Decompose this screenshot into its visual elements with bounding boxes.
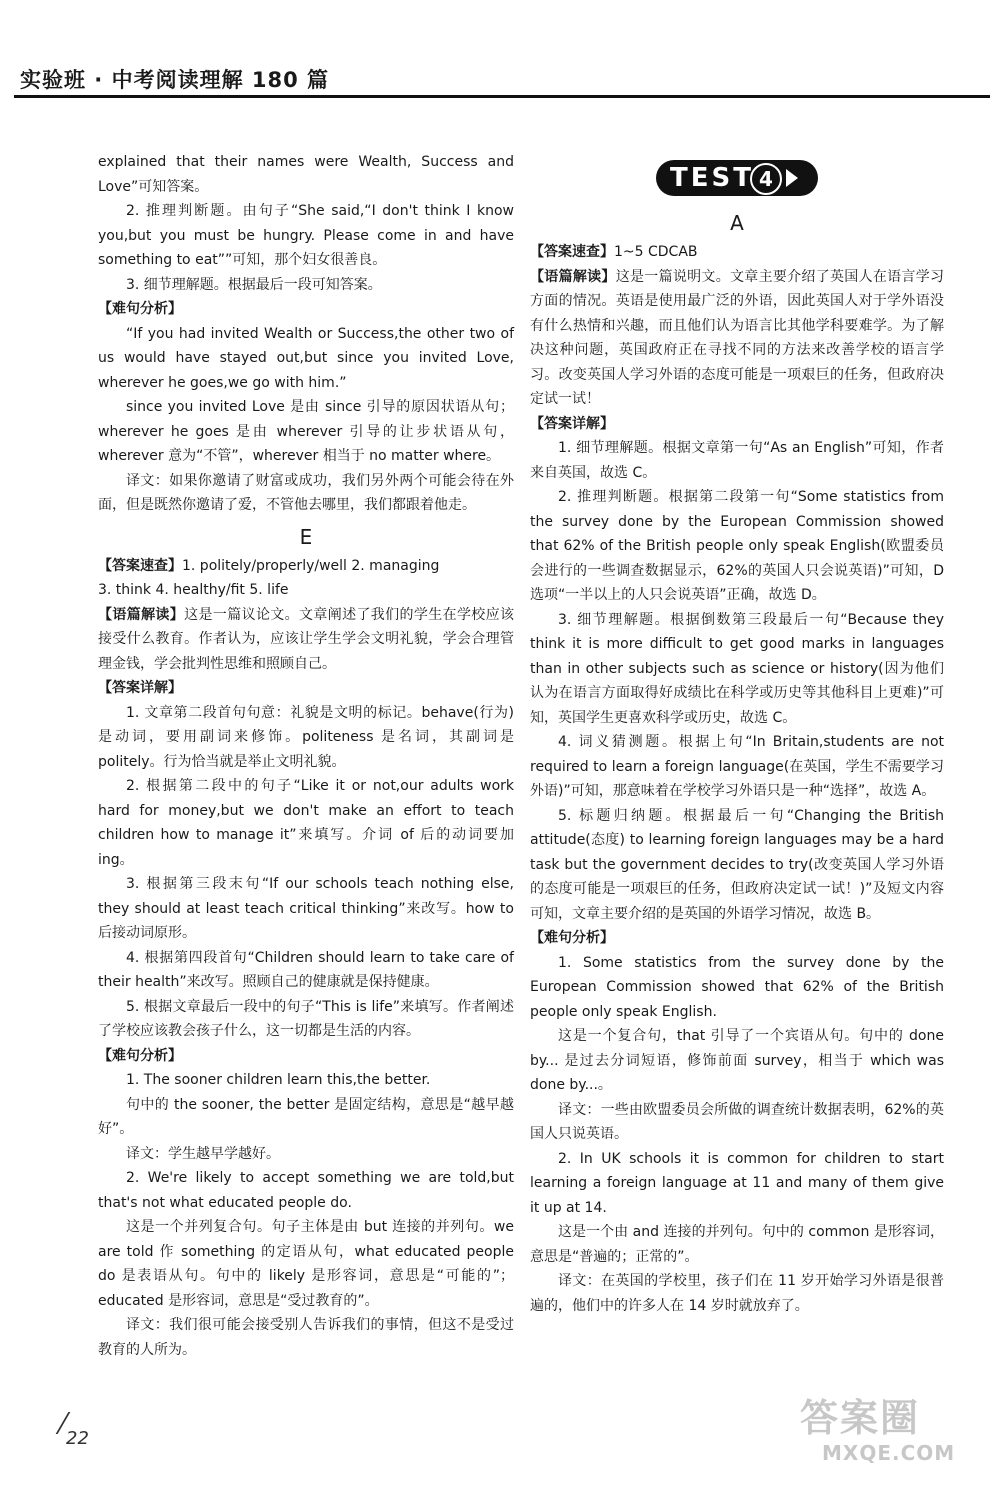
watermark-text: 答案圈 [800,1396,921,1440]
left-column [98,150,514,1362]
sentence: 1. Some statistics from the survey done by the European Commission showed that 62% of the British people only speak English. [530,954,944,1020]
paragraph [98,603,514,677]
sentence: 2. In UK schools it is common for children to start learning a foreign language at 11 and many of them give it up at 14. [530,1150,944,1216]
answer-line [98,554,514,579]
explanation-item: 3. 根据第三段末句“If our schools teach nothing else, they should at least teach critical thinking”来改写。how to 后接动词原形。 [98,876,514,941]
section-tag: 【答案详解】 [98,680,182,696]
explanation-item: 2. 根据第二段中的句子“Like it or not,our adults work hard for money,but we don't make an effort to teach children how to manage it”来填写。介词 of 后的动词要加 ing。 [98,778,514,868]
header-divider [14,95,990,98]
test-banner [530,150,944,204]
test-badge [656,160,818,196]
paragraph: since you invited Love 是由 since 引导的原因状语从句；wherever he goes 是由 wherever 引导的让步状语从句，wherever 意为“不管”，wherever 相当于 no matter where。 [98,399,514,464]
section-tag: 【语篇解读】 [98,606,185,623]
paragraph: 这是一个并列复合句。句子主体是由 but 连接的并列句。we are told 作 something 的定语从句，what educated people do 是表语从句。句中的 likely 是形容词，意思是“可能的”；educated 是形容词，意思是“受过教育的”。 [98,1219,514,1309]
paragraph: “If you had invited Wealth or Success,the other two of us would have stayed out,but since you invited Love, wherever he goes,we go with him.” [98,325,514,391]
sentence: 1. The sooner children learn this,the better. [126,1072,431,1088]
section-heading-a: A [730,211,744,235]
passage-summary: 这是一篇说明文。文章主要介绍了英国人在语言学习方面的情况。英语是使用最广泛的外语，因此英国人对于学外语没有什么热情和兴趣，而且他们认为语言比其他学科要难学。为了解决这种问题，英国政府正在寻找不同的方法来改善学校的语言学习。改变英国人学习外语的态度可能是一项艰巨的任务，但政府决定试一试！ [530,268,945,407]
translation: 译文：在英国的学校里，孩子们在 11 岁开始学习外语是很普遍的，他们中的许多人在 14 岁时就放弃了。 [530,1273,944,1314]
explanation-item: 2. 推理判断题。根据第二段第一句“Some statistics from the survey done by the European Commission showed that 62% of the British people only speak English(欧盟委员会进行的一些调查数据显示，62%的英国人只会说英语)”可知，D 选项“一半以上的人只会说英语”正确，故选 D。 [530,489,944,603]
passage-summary: 这是一篇议论文。文章阐述了我们的学生在学校应该接受什么教育。作者认为，应该让学生学会文明礼貌，学会合理管理金钱，学会批判性思维和照顾自己。 [98,606,515,672]
paragraph: 句中的 the sooner, the better 是固定结构，意思是“越早越好”。 [98,1096,514,1137]
sentence: 2. We're likely to accept something we are told,but that's not what educated people do. [98,1170,514,1211]
right-column [530,150,944,1318]
test-number: 4 [750,163,782,195]
section-tag: 【难句分析】 [98,301,182,317]
explanation-item: 5. 标题归纳题。根据最后一句“Changing the British attitude(态度) to learning foreign languages may be a hard task but the government decides to try(改变英国人学习外语的态度可能是一项艰巨的任务，但政府决定试一试！)”及短文内容可知，文章主要介绍的是英国的外语学习情况，故选 B。 [530,807,944,922]
explanation-item: 5. 根据文章最后一段中的句子“This is life”来填写。作者阐述了学校应该教会孩子什么，这一切都是生活的内容。 [98,998,514,1039]
test-label: TEST [670,163,754,193]
explanation-item: 4. 根据第四段首句“Children should learn to take care of their health”来改写。照顾自己的健康就是保持健康。 [98,949,514,990]
answer-line [530,240,944,265]
section-tag: 【答案速查】 [530,244,614,260]
translation: 译文：一些由欧盟委员会所做的调查统计数据表明，62%的英国人只说英语。 [530,1101,944,1142]
section-tag: 【语篇解读】 [530,268,616,285]
paragraph: 2. 推理判断题。由句子“She said,“I don't think I know you,but you must be hungry. Please come in and have something to eat””可知，那个妇女很善良。 [98,203,514,268]
paragraph: 这是一个由 and 连接的并列句。句中的 common 是形容词，意思是“普遍的；正常的”。 [530,1224,944,1265]
paragraph: 3. 细节理解题。根据最后一段可知答案。 [126,276,382,293]
page-number: 22 [66,1428,89,1449]
section-tag: 【答案详解】 [530,415,614,432]
section-tag: 【难句分析】 [530,930,614,946]
explanation-item: 4. 词义猜测题。根据上句“In Britain,students are not required to learn a foreign language(在英国，学生不需要学习外语)”可知，那意味着在学校学习外语只是一种“选择”，故选 A。 [530,734,944,799]
answers: 1~5 CDCAB [614,244,698,260]
explanation-item: 1. 文章第二段首句句意：礼貌是文明的标记。behave(行为)是动词，要用副词来修饰。politeness 是名词，其副词是 politely。行为恰当就是举止文明礼貌。 [98,704,514,770]
section-tag: 【答案速查】 [98,557,182,574]
book-title: 实验班 · 中考阅读理解 180 篇 [20,68,330,92]
paragraph: 这是一个复合句，that 引导了一个宾语从句。句中的 done by... 是过去分词短语，修饰前面 survey，相当于 which was done by...。 [530,1028,944,1093]
paragraph: 译文：如果你邀请了财富或成功，我们另外两个可能会待在外面，但是既然你邀请了爱，不管他去哪里，我们都跟着他走。 [98,472,514,513]
translation: 译文：学生越早学越好。 [126,1145,280,1162]
watermark [800,1395,990,1485]
arrow-icon [786,169,798,187]
paragraph: explained that their names were Wealth, Success and Love”可知答案。 [98,154,514,195]
answer-line: 3. think 4. healthy/fit 5. life [98,582,289,598]
section-tag: 【难句分析】 [98,1047,182,1064]
watermark-url: MXQE.COM [822,1441,956,1465]
explanation-item: 1. 细节理解题。根据文章第一句“As an English”可知，作者来自英国，故选 C。 [530,440,944,481]
paragraph [530,265,944,412]
section-heading-e: E [299,524,313,549]
explanation-item: 3. 细节理解题。根据倒数第三段最后一句“Because they think it is more difficult to get good marks in languages than in other subjects such as science or history(因为他们认为在语言方面取得好成绩比在科学或历史等其他科目上更难)”可知，英国学生更喜欢科学或历史，故选 C。 [530,611,944,726]
translation: 译文：我们很可能会接受别人告诉我们的事情，但这不是受过教育的人所为。 [98,1317,514,1358]
answers: 1. politely/properly/well 2. managing [182,557,440,574]
page-header [0,0,1000,96]
